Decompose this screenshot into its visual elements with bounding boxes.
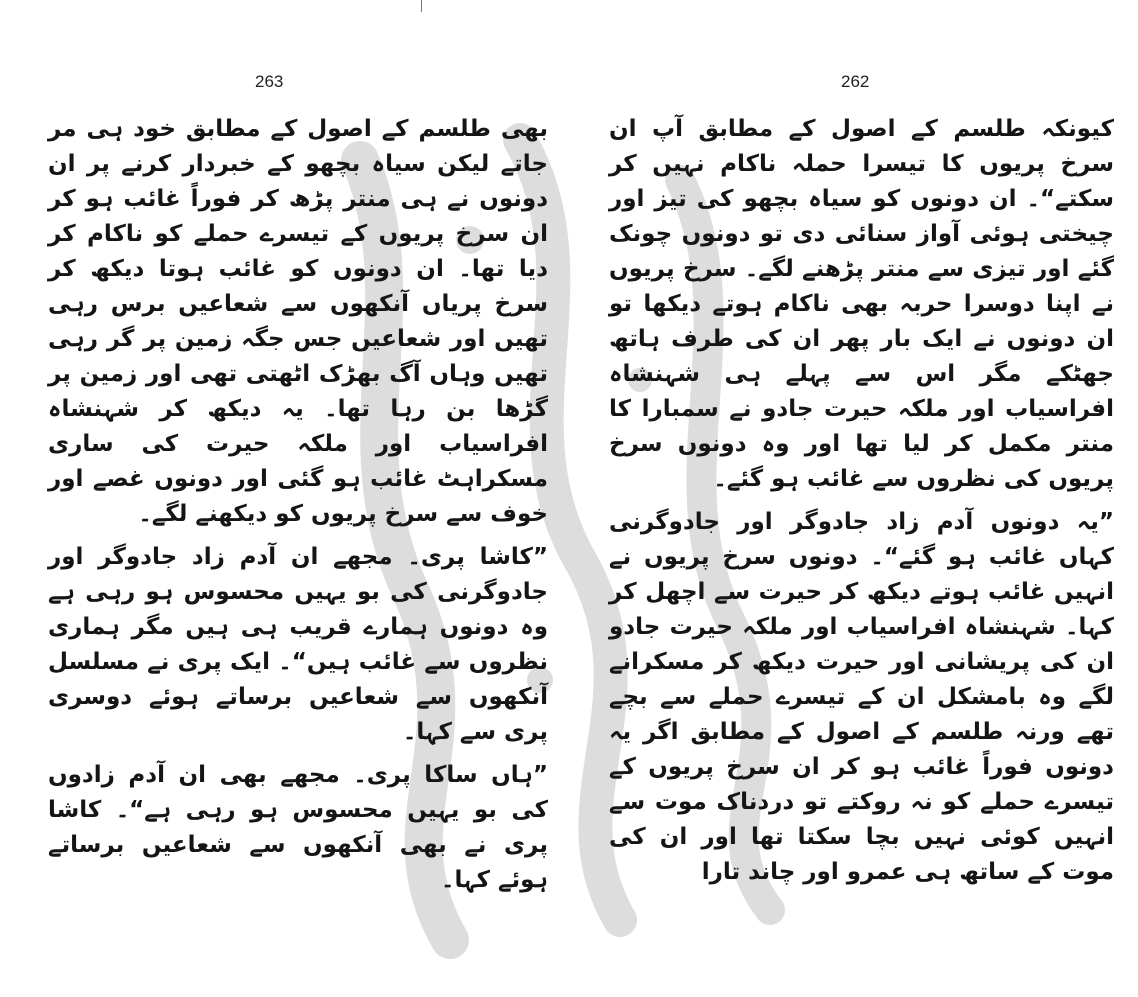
page-text (48, 112, 548, 906)
page-number: 263 (255, 72, 284, 91)
page-text (609, 112, 1114, 898)
paragraph: ”یہ دونوں آدم زاد جادوگر اور جادوگرنی کہاں غائب ہو گئے“۔ دونوں سرخ پریوں نے انہیں غائب ہوتے دیکھ کر حیرت سے اچھل کر کہا۔ شہنشاہ افراسیاب اور ملکہ حیرت جادو ان کی پریشانی اور حیرت دیکھ کر مسکرانے لگے وہ بامشکل ان کے تیسرے حملے سے بچے تھے ورنہ طلسم کے اصول کے مطابق اگر یہ دونوں فوراً غائب ہو کر ان سرخ پریوں کے تیسرے حملے کو نہ روکتے تو دردناک موت سے انہیں کوئی نہیں بچا سکتا تھا اور ان کی موت کے ساتھ ہی عمرو اور چاند تارا (609, 509, 1114, 885)
page-number: 262 (841, 72, 870, 91)
right-page (569, 0, 1138, 997)
paragraph: کیونکہ طلسم کے اصول کے مطابق آپ ان سرخ پریوں کا تیسرا حملہ ناکام نہیں کر سکتے“۔ ان دونوں کو سیاہ بچھو کی تیز اور چیختی ہوئی آواز سنائی دی تو دونوں چونک گئے اور تیزی سے منتر پڑھنے لگے۔ سرخ پریوں نے اپنا دوسرا حربہ بھی ناکام ہوتے دیکھا تو ان دونوں نے ایک بار پھر ان کی طرف ہاتھ جھٹکے مگر اس سے پہلے ہی شہنشاہ افراسیاب اور ملکہ حیرت جادو نے سمبارا کا منتر مکمل کر لیا تھا اور وہ دونوں سرخ پریوں کی نظروں سے غائب ہو گئے۔ (609, 116, 1114, 492)
paragraph: ”ہاں ساکا پری۔ مجھے بھی ان آدم زادوں کی بو یہیں محسوس ہو رہی ہے“۔ کاشا پری نے بھی آنکھوں سے شعاعیں برساتے ہوئے کہا۔ (48, 762, 548, 893)
paragraph: بھی طلسم کے اصول کے مطابق خود ہی مر جاتے لیکن سیاہ بچھو کے خبردار کرنے پر ان دونوں نے ہی منتر پڑھ کر فوراً غائب ہو کر ان سرخ پریوں کے تیسرے حملے کو ناکام کر دیا تھا۔ ان دونوں کو غائب ہوتا دیکھ کر سرخ پریاں آنکھوں سے شعاعیں برس رہی تھیں اور شعاعیں جس جگہ زمین پر گر رہی تھیں وہاں آگ بھڑک اٹھتی تھی اور زمین پر گڑھا بن رہا تھا۔ یہ دیکھ کر شہنشاہ افراسیاب اور ملکہ حیرت کی ساری مسکراہٹ غائب ہو گئی اور دونوں غصے اور خوف سے سرخ پریوں کو دیکھنے لگے۔ (48, 116, 548, 527)
paragraph: ”کاشا پری۔ مجھے ان آدم زاد جادوگر اور جادوگرنی کی بو یہیں محسوس ہو رہی ہے وہ دونوں ہمارے قریب ہی ہیں مگر ہماری نظروں سے غائب ہیں“۔ ایک پری نے مسلسل آنکھوں سے شعاعیں برساتے ہوئے دوسری پری سے کہا۔ (48, 544, 548, 745)
